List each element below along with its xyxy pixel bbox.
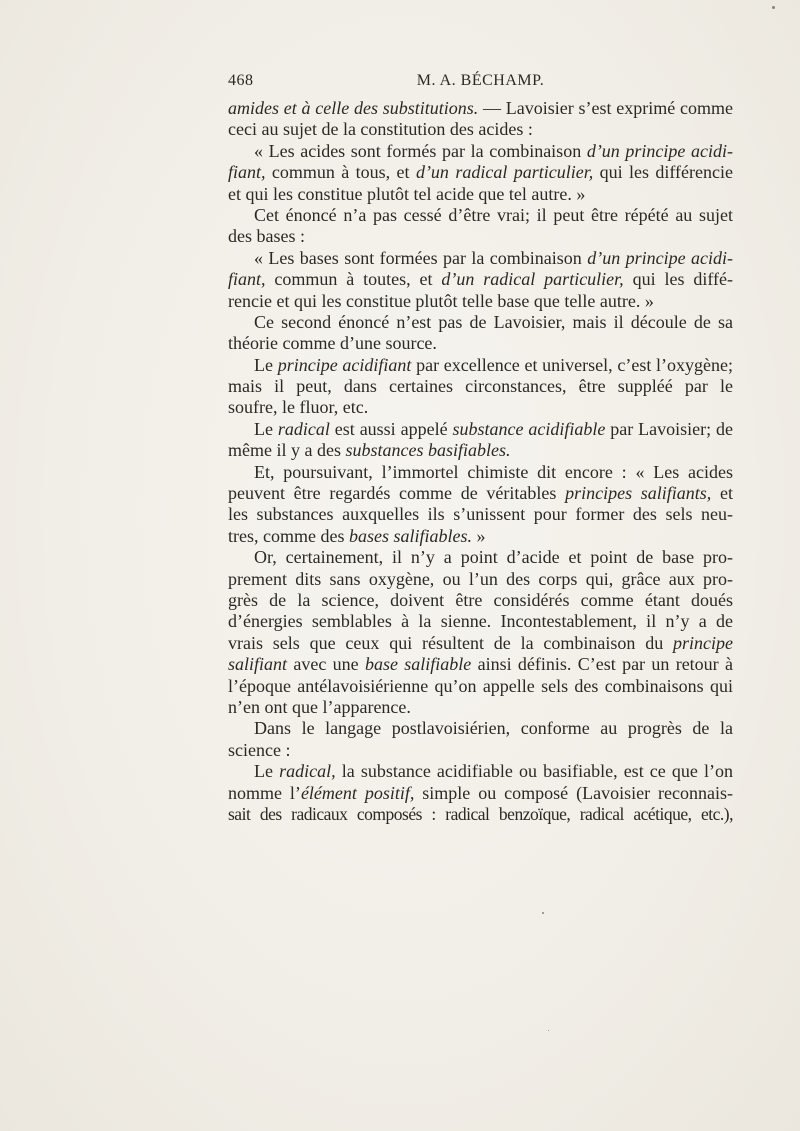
text-line: des bases :: [228, 226, 305, 247]
text-line: Cet énoncé n’a pas cessé d’être vrai; il peut être répété au sujet: [254, 204, 733, 225]
text-line: vrais sels que ceux qui résultent de la combinaison du principe: [228, 632, 733, 653]
text-line: ceci au sujet de la constitution des acides :: [228, 119, 533, 140]
text-line: Le principe acidifiant par excellence et universel, c’est l’oxygène;: [254, 354, 734, 375]
text-line: tres, comme des bases salifiables. »: [228, 525, 486, 546]
text-line: Ce second énoncé n’est pas de Lavoisier, mais il découle de sa: [254, 311, 733, 332]
text-line: Or, certainement, il n’y a point d’acide et point de base pro-: [254, 547, 733, 568]
text-line: mais il peut, dans certaines circonstances, être suppléé par le: [228, 376, 733, 397]
text-line: soufre, le fluor, etc.: [228, 397, 369, 418]
text-line: amides et à celle des substitutions. — Lavoisier s’est exprimé comme: [228, 98, 733, 118]
text-line: fiant, commun à tous, et d’un radical particulier, qui les différencie: [228, 162, 733, 183]
text-line: Le radical est aussi appelé substance acidifiable par Lavoisier; de: [254, 418, 733, 439]
text-line: d’énergies semblables à la sienne. Incontestablement, il n’y a de: [228, 611, 733, 632]
text-line: même il y a des substances basifiables.: [228, 440, 511, 461]
text-line: Dans le langage postlavoisiérien, conforme au progrès de la: [254, 718, 733, 739]
paper-speck: [548, 1030, 549, 1031]
text-line: grès de la science, doivent être considérés comme étant doués: [228, 589, 733, 610]
text-line: science :: [228, 739, 291, 760]
text-line: et qui les constitue plutôt tel acide que tel autre. »: [228, 183, 586, 204]
text-line: l’époque antélavoisiérienne qu’on appelle sels des combinaisons qui: [228, 675, 733, 696]
body-text: [228, 98, 733, 825]
text-line: nomme l’élément positif, simple ou composé (Lavoisier reconnais-: [228, 782, 733, 803]
text-line: les substances auxquelles ils s’unissent pour former des sels neu-: [228, 504, 733, 525]
text-line: n’en ont que l’apparence.: [228, 696, 411, 717]
paper-speck: [772, 6, 775, 9]
text-line: Et, poursuivant, l’immortel chimiste dit encore : « Les acides: [254, 461, 733, 482]
text-line: « Les bases sont formées par la combinaison d’un principe acidi-: [254, 247, 734, 268]
text-line: peuvent être regardés comme de véritables principes salifiants, et: [228, 483, 733, 504]
page-number: 468: [228, 72, 254, 89]
page-header: [228, 72, 733, 96]
text-line: rencie et qui les constitue plutôt telle base que telle autre. »: [228, 290, 654, 311]
running-title: M. A. BÉCHAMP.: [416, 72, 545, 89]
text-line: Le radical, la substance acidifiable ou basifiable, est ce que l’on: [254, 761, 734, 782]
text-line: fiant, commun à toutes, et d’un radical particulier, qui les diffé-: [228, 269, 733, 290]
paper-speck: [542, 912, 544, 914]
text-line: prement dits sans oxygène, ou l’un des corps qui, grâce aux pro-: [228, 568, 733, 589]
text-line: « Les acides sont formés par la combinaison d’un principe acidi-: [254, 140, 733, 161]
text-line: théorie comme d’une source.: [228, 333, 437, 354]
text-line: sait des radicaux composés : radical benzoïque, radical acétique, etc.),: [228, 803, 733, 824]
text-line: salifiant avec une base salifiable ainsi définis. C’est par un retour à: [228, 654, 733, 675]
